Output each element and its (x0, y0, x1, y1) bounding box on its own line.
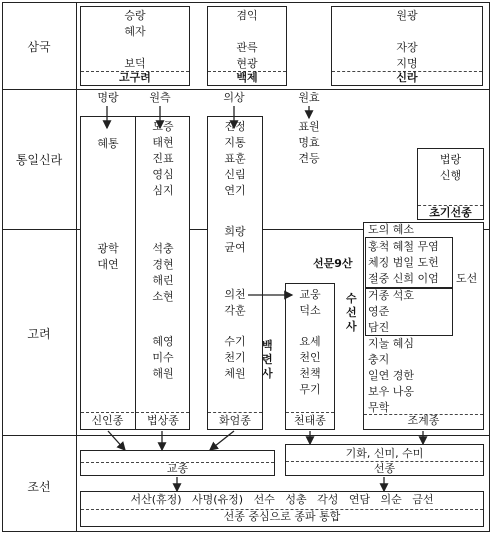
cheontae-monk: 무기 (299, 383, 321, 396)
seon-monks: 기화, 신미, 수미 (345, 447, 424, 460)
beopsang-tongil-monk: 태현 (152, 136, 174, 149)
baekje-monk: 현광 (236, 57, 258, 70)
sinin-goryeo-monk: 광학 (97, 242, 119, 255)
hwaeom-tongil-monk: 표훈 (224, 152, 246, 165)
suseon-inner: 담진 (368, 321, 390, 334)
cheontae-monk: 덕소 (299, 304, 321, 317)
head-uisang: 의상 (223, 91, 245, 104)
wonhyo-follower: 명효 (298, 136, 320, 149)
seon-top-monks: 도의 혜소 (368, 223, 415, 236)
cheontae-monk: 교웅 (299, 288, 321, 301)
period-label-tongil: 통일신라 (15, 153, 63, 167)
early-seon-monk: 법랑 (439, 153, 462, 166)
hwaeom-tongil-monk: 연기 (224, 184, 246, 197)
gyo-label: 교종 (166, 462, 189, 475)
suseon-inner: 거종 석호 (368, 289, 415, 302)
hwaeom-tongil-monk: 지통 (224, 136, 246, 149)
cheontae-monk: 천책 (299, 367, 321, 380)
seonmun-row: 홍척 혜철 무염 (368, 240, 439, 253)
beopsang-goryeo-monk: 해원 (152, 367, 174, 380)
unification-label: 선종 중심으로 종파 통합 (223, 510, 341, 523)
early-seon-label: 초기선종 (429, 206, 472, 219)
beopsang-goryeo-monk: 소현 (152, 290, 174, 303)
silla-monk: 원광 (396, 9, 418, 22)
jogye-monk: 지눌 혜심 (368, 337, 415, 350)
wonhyo-follower: 표원 (298, 120, 320, 133)
wonhyo-follower: 견등 (298, 152, 320, 165)
period-label-samguk: 삼국 (27, 40, 51, 54)
goguryeo-label: 고구려 (119, 71, 151, 84)
baekje-monk: 관륵 (236, 41, 258, 54)
cheontae-monk: 천인 (299, 351, 321, 364)
sinin-goryeo-monk: 대연 (97, 258, 119, 271)
hwaeom-goryeo-monk: 천기 (224, 351, 246, 364)
goguryeo-monk: 승랑 (124, 9, 146, 22)
suseon-inner: 영준 (368, 305, 390, 318)
sinin-tongil-monk: 혜통 (97, 137, 119, 150)
hwaeom-tongil-monk: 진정 (224, 120, 246, 133)
beopsang-goryeo-monk: 경현 (152, 258, 174, 271)
sect-label-hwaeom: 화엄종 (219, 414, 251, 427)
beopsang-goryeo-monk: 혜영 (152, 335, 174, 348)
doseon: 도선 (456, 272, 478, 285)
seonmun-9san-label: 선문9산 (313, 257, 353, 270)
sect-label-sinin: 신인종 (91, 414, 124, 427)
jogye-monk: 무학 (368, 401, 390, 414)
beopsang-goryeo-monk: 해린 (152, 274, 174, 287)
jogye-monk: 충지 (368, 353, 390, 366)
seonmun-row: 절중 신희 이엄 (368, 272, 439, 285)
baekje-label: 백제 (236, 71, 258, 84)
period-label-goryeo: 고려 (27, 327, 51, 341)
silla-monk: 자장 (396, 41, 418, 54)
beopsang-tongil-monk: 심지 (152, 184, 174, 197)
head-wonhyo: 원효 (298, 91, 320, 104)
cheontae-monk: 요세 (299, 335, 321, 348)
sect-label-beopsang: 법상종 (147, 414, 179, 427)
seonmun-row: 체징 범일 도헌 (368, 256, 439, 269)
hwaeom-tongil-monk: 신림 (224, 168, 246, 181)
head-myeongrang: 명랑 (97, 91, 119, 104)
suseonsa-label: 수선사 (346, 292, 357, 333)
baengnyeonsa-label: 백련사 (262, 339, 273, 380)
beopsang-goryeo-monk: 석충 (152, 242, 174, 255)
beopsang-tongil-monk: 영심 (152, 168, 174, 181)
beopsang-goryeo-monk: 미수 (152, 351, 174, 364)
silla-label: 신라 (396, 71, 418, 84)
early-seon-monk: 신행 (439, 169, 462, 182)
beopsang-tongil-monk: 진표 (152, 152, 174, 165)
hwaeom-goryeo-monk: 의천 (224, 288, 246, 301)
jogye-monk: 보우 나옹 (368, 385, 415, 398)
arrow-hwaeom-gyo (210, 431, 234, 450)
jogye-monk: 일연 경한 (368, 369, 415, 382)
baekje-monk: 겸익 (236, 9, 258, 22)
unification-monks: 서산(휴정) 사명(유정) 선수 성총 각성 연담 의순 금선 (130, 493, 434, 506)
sect-label-cheontae: 천태종 (294, 414, 326, 427)
hwaeom-goryeo-monk: 체원 (224, 367, 246, 380)
period-label-joseon: 조선 (27, 480, 51, 494)
head-woncheuk: 원측 (149, 91, 171, 104)
goguryeo-monk: 혜자 (124, 25, 146, 38)
hwaeom-goryeo-monk: 희랑 (224, 225, 246, 238)
beopsang-tongil-monk: 도증 (152, 120, 174, 133)
arrow-sinin-gyo (108, 431, 125, 450)
hwaeom-goryeo-monk: 균여 (224, 241, 246, 254)
silla-monk: 지명 (396, 57, 418, 70)
hwaeom-goryeo-monk: 각훈 (224, 304, 246, 317)
goguryeo-monk: 보덕 (124, 57, 146, 70)
hwaeom-goryeo-monk: 수기 (224, 335, 246, 348)
sect-label-jogye: 조계종 (407, 414, 440, 427)
seon-label: 선종 (373, 462, 396, 475)
